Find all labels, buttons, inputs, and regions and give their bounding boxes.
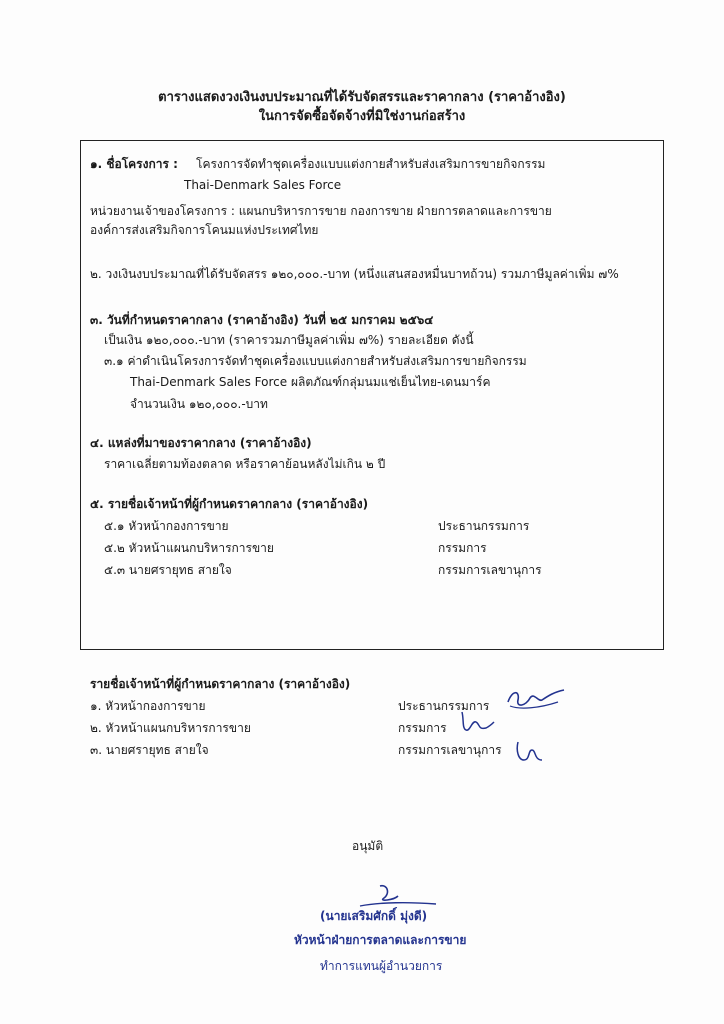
section3-item1-line1: ๓.๑ ค่าดำเนินโครงการจัดทำชุดเครื่องแบบแต่งกายสำหรับส่งเสริมการขายกิจกรรม [104, 354, 527, 368]
agency-line2: องค์การส่งเสริมกิจการโคนมแห่งประเทศไทย [90, 223, 319, 237]
section5-member-name: ๕.๑ หัวหน้ากองการขาย [104, 519, 229, 533]
approver-name: (นายเสริมศักดิ์ มุ่งดี) [320, 909, 428, 923]
document-title-line1: ตารางแสดงวงเงินงบประมาณที่ได้รับจัดสรรและราคากลาง (ราคาอ้างอิง) [158, 90, 566, 105]
project-name-2: Thai-Denmark Sales Force [184, 178, 342, 192]
section3-heading: ๓. วันที่กำหนดราคากลาง (ราคาอ้างอิง) วันที่ ๒๕ มกราคม ๒๕๖๔ [90, 313, 434, 327]
signature-chairman [500, 684, 570, 714]
document-title-line2: ในการจัดซื้อจัดจ้างที่มิใช่งานก่อสร้าง [258, 109, 466, 124]
signature-secretary [512, 738, 546, 768]
approver-acting: ทำการแทนผู้อำนวยการ [320, 959, 443, 973]
agency-line1: หน่วยงานเจ้าของโครงการ : แผนกบริหารการขาย กองการขาย ฝ่ายการตลาดและการขาย [90, 204, 552, 218]
section5-member-name: ๕.๓ นายศรายุทธ สายใจ [104, 563, 232, 577]
project-name: โครงการจัดทำชุดเครื่องแบบแต่งกายสำหรับส่งเสริมการขายกิจกรรม [196, 157, 546, 171]
signature-approver [350, 880, 440, 910]
section2-text: ๒. วงเงินงบประมาณที่ได้รับจัดสรร ๑๒๐,๐๐๐.-บาท (หนึ่งแสนสองหมื่นบาทถ้วน) รวมภาษีมูลค่าเพิ่ม ๗% [90, 267, 619, 281]
committee-member-name: ๒. หัวหน้าแผนกบริหารการขาย [90, 721, 251, 735]
committee-member-name: ๑. หัวหน้ากองการขาย [90, 699, 206, 713]
section5-member-role: กรรมการ [438, 541, 487, 555]
approver-position: หัวหน้าฝ่ายการตลาดและการขาย [294, 933, 467, 947]
section1-heading: ๑. ชื่อโครงการ : [90, 157, 178, 171]
section5-member-role: กรรมการเลขานุการ [438, 563, 542, 577]
signature-member [456, 708, 496, 736]
section3-item1-line2: Thai-Denmark Sales Force ผลิตภัณฑ์กลุ่มนมแช่เย็นไทย-เดนมาร์ค [130, 375, 491, 389]
section4-heading: ๔. แหล่งที่มาของราคากลาง (ราคาอ้างอิง) [90, 436, 312, 450]
section5-heading: ๕. รายชื่อเจ้าหน้าที่ผู้กำหนดราคากลาง (ราคาอ้างอิง) [90, 497, 369, 511]
section3-item1-line3: จำนวนเงิน ๑๒๐,๐๐๐.-บาท [130, 397, 268, 411]
committee-member-role: กรรมการเลขานุการ [398, 743, 502, 757]
committee-member-role: ประธานกรรมการ [398, 699, 490, 713]
approval-label: อนุมัติ [352, 839, 384, 853]
committee-member-role: กรรมการ [398, 721, 447, 735]
section5-member-role: ประธานกรรมการ [438, 519, 530, 533]
section4-text: ราคาเฉลี่ยตามท้องตลาด หรือราคาย้อนหลังไม่เกิน ๒ ปี [104, 457, 386, 471]
committee-heading: รายชื่อเจ้าหน้าที่ผู้กำหนดราคากลาง (ราคาอ้างอิง) [90, 677, 351, 691]
committee-member-name: ๓. นายศรายุทธ สายใจ [90, 743, 209, 757]
section3-line2: เป็นเงิน ๑๒๐,๐๐๐.-บาท (ราคารวมภาษีมูลค่าเพิ่ม ๗%) รายละเอียด ดังนี้ [104, 333, 474, 347]
section5-member-name: ๕.๒ หัวหน้าแผนกบริหารการขาย [104, 541, 274, 555]
